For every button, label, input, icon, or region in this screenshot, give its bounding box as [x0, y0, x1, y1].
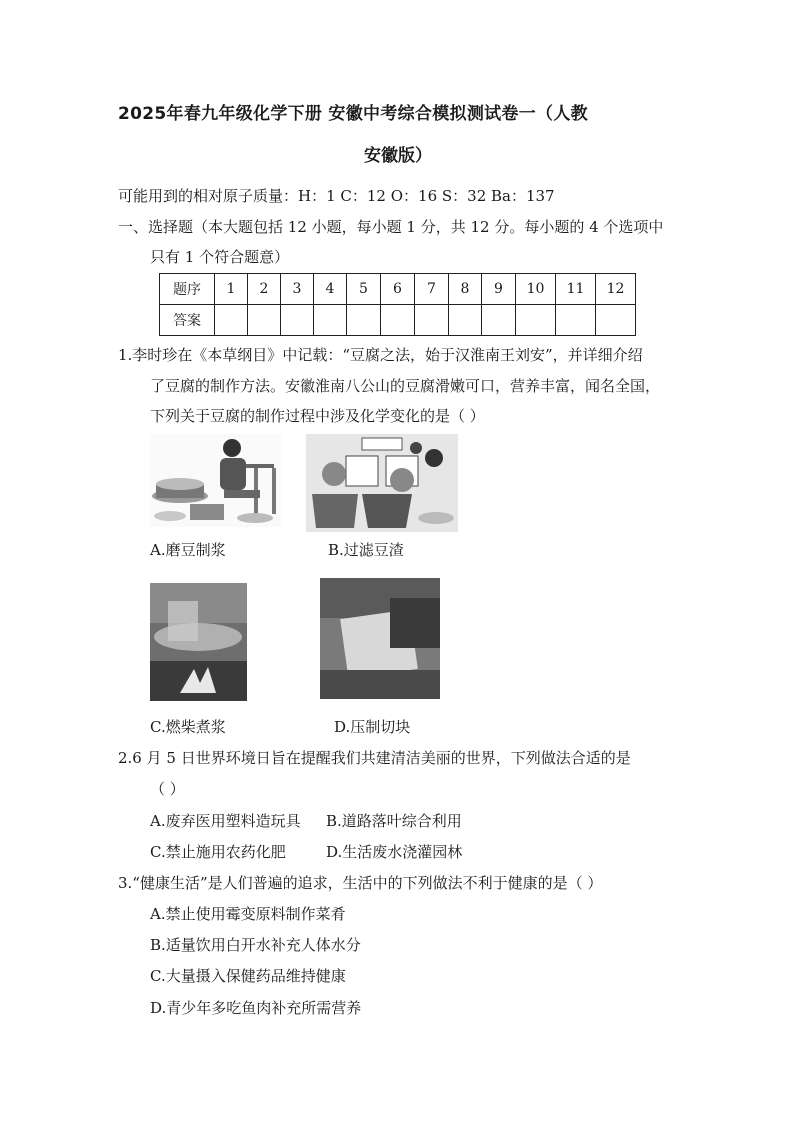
answer-table-answer-row	[160, 305, 636, 336]
q1-line1: 1.李时珍在《本草纲目》中记载：“豆腐之法，始于汉淮南王刘安”，并详细介绍	[118, 346, 643, 364]
section1-heading-line1: 一、选择题（本大题包括 12 小题，每小题 1 分，共 12 分。每小题的 4 个选项中	[118, 218, 664, 236]
q1-option-c: C.燃柴煮浆	[150, 718, 226, 736]
table-number-cell: 5	[347, 274, 381, 305]
table-number-cell: 2	[248, 274, 281, 305]
answer-cell[interactable]	[381, 305, 415, 336]
answer-cell[interactable]	[596, 305, 636, 336]
q3-option-b: B.适量饮用白开水补充人体水分	[150, 936, 361, 954]
q3-option-a: A.禁止使用霉变原料制作菜肴	[150, 905, 346, 923]
q3-option-d: D.青少年多吃鱼肉补充所需营养	[150, 999, 362, 1017]
answer-table-number-row	[160, 274, 636, 305]
table-number-cell: 12	[596, 274, 636, 305]
table-number-cell: 6	[381, 274, 415, 305]
q2-line2: （ ）	[150, 780, 185, 798]
table-number-cell: 4	[314, 274, 347, 305]
answer-cell[interactable]	[248, 305, 281, 336]
table-number-cell: 11	[556, 274, 596, 305]
table-number-cell: 7	[415, 274, 449, 305]
answer-cell[interactable]	[314, 305, 347, 336]
section1-heading-line2: 只有 1 个符合题意）	[150, 248, 290, 266]
q1-image-grinding	[150, 434, 281, 527]
answer-cell[interactable]	[482, 305, 516, 336]
page-title-line2: 安徽版）	[364, 146, 432, 166]
q2-option-d: D.生活废水浇灌园林	[326, 843, 463, 861]
q3-option-c: C.大量摄入保健药品维持健康	[150, 967, 346, 985]
q1-image-pressing	[320, 578, 440, 699]
table-number-cell: 1	[215, 274, 248, 305]
table-number-cell: 8	[449, 274, 482, 305]
q2-line1: 2.6 月 5 日世界环境日旨在提醒我们共建清洁美丽的世界，下列做法合适的是	[118, 749, 631, 767]
answer-cell[interactable]	[281, 305, 314, 336]
answer-cell[interactable]	[516, 305, 556, 336]
table-number-cell: 10	[516, 274, 556, 305]
page-title-line1: 2025年春九年级化学下册 安徽中考综合模拟测试卷一（人教	[118, 104, 588, 124]
q1-image-boiling	[150, 583, 247, 701]
atomic-masses-note: 可能用到的相对原子质量：H：1 C：12 O：16 S：32 Ba：137	[118, 187, 555, 205]
answer-cell[interactable]	[449, 305, 482, 336]
answer-table	[159, 273, 636, 336]
q1-option-d: D.压制切块	[334, 718, 411, 736]
q1-line2: 了豆腐的制作方法。安徽淮南八公山的豆腐滑嫩可口，营养丰富，闻名全国，	[150, 377, 661, 395]
answer-cell[interactable]	[415, 305, 449, 336]
q2-option-b: B.道路落叶综合利用	[326, 812, 462, 830]
table-number-cell: 3	[281, 274, 314, 305]
q1-image-filtering	[306, 434, 458, 532]
q2-option-c: C.禁止施用农药化肥	[150, 843, 286, 861]
q2-option-a: A.废弃医用塑料造玩具	[150, 812, 301, 830]
answer-cell[interactable]	[347, 305, 381, 336]
table-label-answer: 答案	[160, 305, 215, 336]
answer-cell[interactable]	[215, 305, 248, 336]
q1-option-b: B.过滤豆渣	[328, 541, 404, 559]
q1-option-a: A.磨豆制浆	[150, 541, 226, 559]
q3-line1: 3.“健康生活”是人们普遍的追求，生活中的下列做法不利于健康的是（ ）	[118, 874, 603, 892]
table-label-number: 题序	[160, 274, 215, 305]
table-number-cell: 9	[482, 274, 516, 305]
answer-cell[interactable]	[556, 305, 596, 336]
q1-line3: 下列关于豆腐的制作过程中涉及化学变化的是（ ）	[150, 407, 485, 425]
